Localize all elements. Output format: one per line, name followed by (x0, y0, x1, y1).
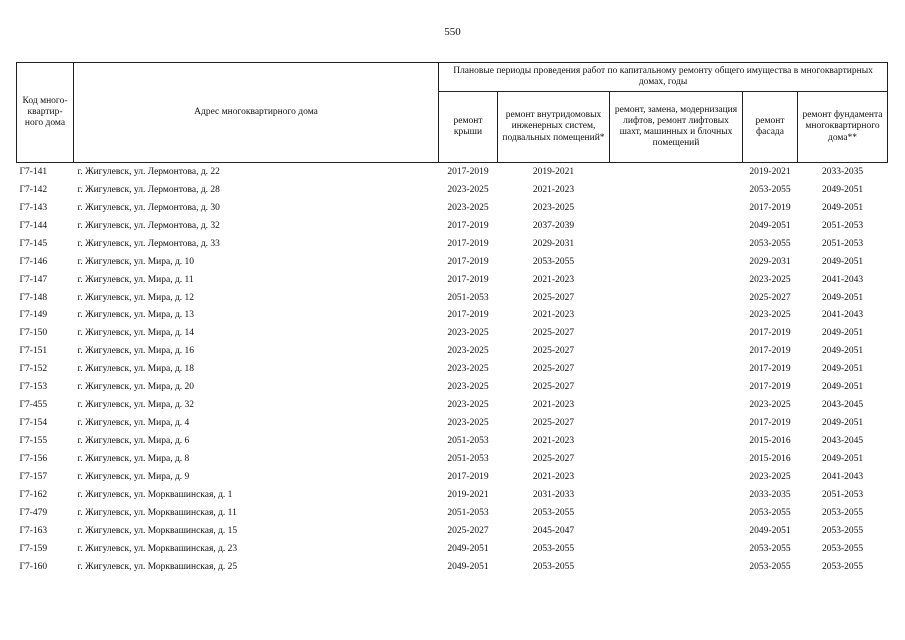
cell-facade: 2017-2019 (749, 418, 791, 429)
cell-facade: 2015-2016 (749, 436, 791, 447)
cell-facade: 2033-2035 (749, 489, 791, 500)
cell-address: г. Жигулевск, ул. Морквашинская, д. 23 (77, 543, 238, 554)
table-row (17, 342, 888, 360)
page-number: 550 (444, 26, 461, 38)
cell-foundation: 2049-2051 (821, 256, 864, 267)
cell-facade: 2023-2025 (749, 471, 791, 482)
cell-roof: 2023-2025 (447, 364, 489, 375)
cell-foundation: 2043-2045 (821, 400, 864, 411)
table-row (17, 522, 888, 540)
cell-address: г. Жигулевск, ул. Лермонтова, д. 30 (77, 202, 220, 213)
cell-lifts (610, 324, 743, 342)
table-row (17, 360, 888, 378)
cell-code: Г7-163 (19, 525, 48, 536)
table-row (17, 199, 888, 217)
cell-roof: 2017-2019 (447, 238, 489, 249)
cell-roof: 2017-2019 (439, 163, 498, 181)
table-row (17, 217, 888, 235)
cell-code: Г7-155 (19, 436, 48, 447)
cell-address: г. Жигулевск, ул. Морквашинская, д. 25 (77, 561, 238, 572)
cell-lifts (610, 217, 743, 235)
cell-lifts (610, 450, 743, 468)
table-row (17, 289, 888, 307)
cell-facade: 2053-2055 (749, 238, 791, 249)
cell-foundation: 2041-2043 (821, 310, 864, 321)
cell-lifts (610, 235, 743, 253)
cell-address: г. Жигулевск, ул. Мира, д. 11 (77, 274, 194, 285)
cell-foundation: 2043-2045 (821, 436, 864, 447)
cell-roof: 2025-2027 (447, 525, 489, 536)
cell-roof: 2023-2025 (447, 400, 489, 411)
cell-roof: 2017-2019 (447, 256, 489, 267)
cell-roof: 2023-2025 (447, 346, 489, 357)
cell-facade: 2023-2025 (749, 274, 791, 285)
cell-systems: 2025-2027 (532, 453, 575, 464)
table-row (17, 235, 888, 253)
cell-systems: 2053-2055 (532, 507, 575, 518)
cell-facade: 2025-2027 (749, 292, 791, 303)
table-body (17, 163, 888, 576)
cell-roof: 2023-2025 (447, 184, 489, 195)
cell-systems: 2029-2031 (532, 238, 575, 249)
table-header (17, 63, 888, 163)
cell-code: Г7-146 (19, 256, 48, 267)
cell-code: Г7-154 (19, 418, 48, 429)
cell-systems: 2025-2027 (532, 292, 575, 303)
cell-address: г. Жигулевск, ул. Лермонтова, д. 32 (77, 220, 220, 231)
header-lifts: ремонт, замена, модернизация лифтов, ремонт лифтовых шахт, машинных и блочных помещений (610, 92, 743, 163)
cell-systems: 2045-2047 (532, 525, 575, 536)
cell-code: Г7-141 (17, 163, 74, 181)
cell-foundation: 2049-2051 (821, 418, 864, 429)
cell-foundation: 2049-2051 (821, 202, 864, 213)
cell-facade: 2049-2051 (749, 220, 791, 231)
cell-roof: 2051-2053 (447, 436, 489, 447)
cell-foundation: 2053-2055 (821, 525, 864, 536)
cell-code: Г7-152 (19, 364, 48, 375)
table-row (17, 271, 888, 289)
cell-roof: 2017-2019 (447, 471, 489, 482)
cell-lifts (610, 414, 743, 432)
cell-roof: 2023-2025 (447, 202, 489, 213)
cell-address: г. Жигулевск, ул. Морквашинская, д. 1 (77, 489, 233, 500)
cell-lifts (610, 271, 743, 289)
header-planned-periods: Плановые периоды проведения работ по капитальному ремонту общего имущества в многоквартирных домах, годы (439, 63, 888, 92)
header-address: Адрес многоквартирного дома (74, 63, 439, 163)
cell-lifts (610, 432, 743, 450)
cell-systems: 2025-2027 (532, 418, 575, 429)
header-code: Код много-квартир-ного дома (17, 63, 74, 163)
table-row (17, 163, 888, 181)
cell-foundation: 2053-2055 (821, 561, 864, 572)
cell-address: г. Жигулевск, ул. Лермонтова, д. 22 (74, 163, 439, 181)
cell-address: г. Жигулевск, ул. Мира, д. 13 (77, 310, 195, 321)
cell-systems: 2025-2027 (532, 382, 575, 393)
cell-lifts (610, 558, 743, 576)
cell-facade: 2023-2025 (749, 400, 791, 411)
cell-systems: 2021-2023 (532, 400, 575, 411)
cell-address: г. Жигулевск, ул. Мира, д. 10 (77, 256, 195, 267)
cell-code: Г7-156 (19, 453, 48, 464)
cell-facade: 2053-2055 (749, 561, 791, 572)
cell-systems: 2053-2055 (532, 256, 575, 267)
cell-foundation: 2049-2051 (821, 184, 864, 195)
cell-facade: 2017-2019 (749, 202, 791, 213)
cell-lifts (610, 396, 743, 414)
cell-address: г. Жигулевск, ул. Мира, д. 16 (77, 346, 195, 357)
cell-address: г. Жигулевск, ул. Мира, д. 6 (77, 436, 190, 447)
cell-facade: 2017-2019 (749, 328, 791, 339)
cell-code: Г7-153 (19, 382, 48, 393)
cell-facade: 2023-2025 (749, 310, 791, 321)
cell-roof: 2049-2051 (447, 543, 489, 554)
cell-facade: 2017-2019 (749, 364, 791, 375)
cell-foundation: 2049-2051 (821, 328, 864, 339)
cell-address: г. Жигулевск, ул. Мира, д. 9 (77, 471, 190, 482)
cell-foundation: 2041-2043 (821, 274, 864, 285)
cell-code: Г7-143 (19, 202, 48, 213)
cell-lifts (610, 522, 743, 540)
cell-roof: 2051-2053 (447, 507, 489, 518)
cell-foundation: 2049-2051 (821, 453, 864, 464)
table-row (17, 558, 888, 576)
cell-roof: 2051-2053 (447, 292, 489, 303)
cell-facade: 2029-2031 (749, 256, 791, 267)
cell-address: г. Жигулевск, ул. Мира, д. 4 (77, 418, 190, 429)
cell-code: Г7-150 (19, 328, 48, 339)
table-row (17, 450, 888, 468)
cell-foundation: 2053-2055 (821, 543, 864, 554)
cell-facade: 2017-2019 (749, 382, 791, 393)
cell-foundation: 2049-2051 (821, 292, 864, 303)
table-row (17, 504, 888, 522)
table-row (17, 181, 888, 199)
cell-code: Г7-148 (19, 292, 48, 303)
cell-lifts (610, 342, 743, 360)
cell-facade: 2017-2019 (749, 346, 791, 357)
cell-code: Г7-147 (19, 274, 48, 285)
cell-lifts (610, 360, 743, 378)
cell-lifts (610, 468, 743, 486)
cell-systems: 2053-2055 (532, 543, 575, 554)
cell-systems: 2019-2021 (498, 163, 610, 181)
cell-lifts (610, 253, 743, 271)
cell-roof: 2023-2025 (447, 418, 489, 429)
cell-facade: 2015-2016 (749, 453, 791, 464)
cell-systems: 2025-2027 (532, 346, 575, 357)
cell-foundation: 2049-2051 (821, 346, 864, 357)
cell-foundation: 2053-2055 (821, 507, 864, 518)
cell-lifts (610, 199, 743, 217)
cell-facade: 2053-2055 (749, 507, 791, 518)
table-row (17, 378, 888, 396)
cell-address: г. Жигулевск, ул. Лермонтова, д. 33 (77, 238, 220, 249)
cell-systems: 2053-2055 (532, 561, 575, 572)
table-row (17, 540, 888, 558)
cell-foundation: 2049-2051 (821, 382, 864, 393)
cell-systems: 2025-2027 (532, 364, 575, 375)
cell-systems: 2037-2039 (532, 220, 575, 231)
cell-facade: 2053-2055 (749, 543, 791, 554)
cell-roof: 2019-2021 (447, 489, 489, 500)
cell-systems: 2021-2023 (532, 310, 575, 321)
cell-code: Г7-149 (19, 310, 48, 321)
table-row (17, 396, 888, 414)
repair-schedule-table (16, 62, 888, 576)
cell-facade: 2049-2051 (749, 525, 791, 536)
cell-address: г. Жигулевск, ул. Мира, д. 18 (77, 364, 195, 375)
cell-code: Г7-162 (19, 489, 48, 500)
cell-systems: 2023-2025 (532, 202, 575, 213)
cell-address: г. Жигулевск, ул. Мира, д. 20 (77, 382, 195, 393)
cell-lifts (610, 540, 743, 558)
table-row (17, 324, 888, 342)
table-row (17, 414, 888, 432)
cell-code: Г7-160 (19, 561, 48, 572)
cell-code: Г7-142 (19, 184, 48, 195)
table-row (17, 253, 888, 271)
table-row (17, 307, 888, 325)
cell-systems: 2021-2023 (532, 184, 575, 195)
header-foundation: ремонт фундамента многоквартирного дома** (798, 92, 888, 163)
header-systems: ремонт внутридомовых инженерных систем, подвальных помещений* (498, 92, 610, 163)
cell-code: Г7-159 (19, 543, 48, 554)
cell-systems: 2025-2027 (532, 328, 575, 339)
cell-systems: 2031-2033 (532, 489, 575, 500)
cell-foundation: 2033-2035 (798, 163, 888, 181)
cell-roof: 2017-2019 (447, 274, 489, 285)
cell-foundation: 2051-2053 (821, 238, 864, 249)
cell-foundation: 2041-2043 (821, 471, 864, 482)
table-row (17, 486, 888, 504)
cell-foundation: 2049-2051 (821, 364, 864, 375)
cell-roof: 2017-2019 (447, 220, 489, 231)
cell-roof: 2023-2025 (447, 382, 489, 393)
cell-lifts (610, 307, 743, 325)
cell-roof: 2049-2051 (447, 561, 489, 572)
cell-lifts (610, 163, 743, 181)
cell-systems: 2021-2023 (532, 274, 575, 285)
cell-address: г. Жигулевск, ул. Мира, д. 12 (77, 292, 195, 303)
cell-address: г. Жигулевск, ул. Мира, д. 14 (77, 328, 195, 339)
cell-code: Г7-157 (19, 471, 48, 482)
cell-roof: 2051-2053 (447, 453, 489, 464)
cell-lifts (610, 486, 743, 504)
cell-facade: 2053-2055 (749, 184, 791, 195)
cell-systems: 2021-2023 (532, 436, 575, 447)
cell-lifts (610, 289, 743, 307)
table-row (17, 432, 888, 450)
cell-address: г. Жигулевск, ул. Морквашинская, д. 11 (77, 507, 237, 518)
cell-code: Г7-144 (19, 220, 48, 231)
cell-code: Г7-145 (19, 238, 48, 249)
cell-foundation: 2051-2053 (821, 489, 864, 500)
cell-lifts (610, 504, 743, 522)
cell-facade: 2019-2021 (743, 163, 798, 181)
cell-roof: 2023-2025 (447, 328, 489, 339)
cell-code: Г7-151 (19, 346, 48, 357)
cell-code: Г7-479 (19, 507, 48, 518)
cell-address: г. Жигулевск, ул. Мира, д. 32 (77, 400, 195, 411)
cell-roof: 2017-2019 (447, 310, 489, 321)
cell-address: г. Жигулевск, ул. Мира, д. 8 (77, 453, 190, 464)
cell-lifts (610, 378, 743, 396)
cell-systems: 2021-2023 (532, 471, 575, 482)
cell-code: Г7-455 (19, 400, 48, 411)
cell-foundation: 2051-2053 (821, 220, 864, 231)
cell-lifts (610, 181, 743, 199)
table-row (17, 468, 888, 486)
cell-address: г. Жигулевск, ул. Морквашинская, д. 15 (77, 525, 238, 536)
cell-address: г. Жигулевск, ул. Лермонтова, д. 28 (77, 184, 220, 195)
header-roof: ремонт крыши (439, 92, 498, 163)
header-facade: ремонт фасада (743, 92, 798, 163)
